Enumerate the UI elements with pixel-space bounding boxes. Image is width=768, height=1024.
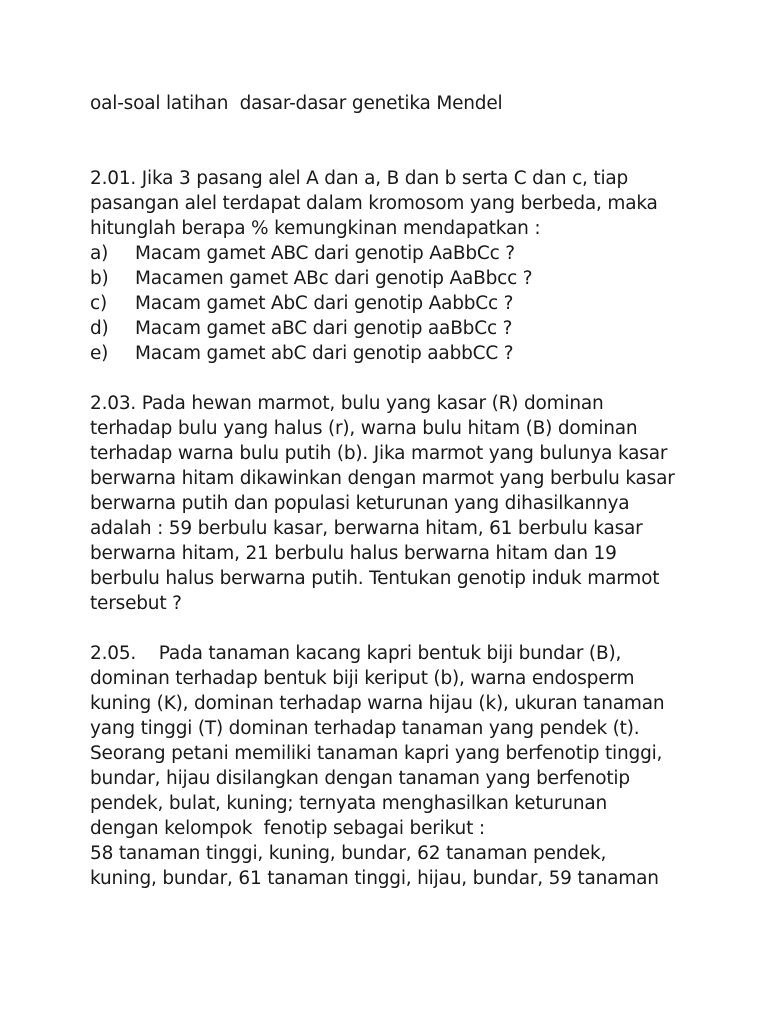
answer-option-b (90, 266, 690, 291)
question-text-line: berwarna hitam, 21 berbulu halus berwarna hitam dan 19 (90, 543, 617, 564)
option-letter: e) (90, 343, 109, 364)
question-text-line: kuning, bundar, 61 tanaman tinggi, hijau, bundar, 59 tanaman (90, 868, 659, 889)
question-text-line: 2.01. Jika 3 pasang alel A dan a, B dan b serta C dan c, tiap (90, 168, 629, 189)
option-text: Macam gamet aBC dari genotip aaBbCc ? (135, 318, 513, 339)
question-text-line: yang tinggi (T) dominan terhadap tanaman yang pendek (t). (90, 718, 640, 739)
question-text-line: berwarna putih dan populasi keturunan yang dihasilkannya (90, 493, 630, 514)
question-text-line: berbulu halus berwarna putih. Tentukan genotip induk marmot (90, 568, 660, 589)
question-text-line: berwarna hitam dikawinkan dengan marmot yang berbulu kasar (90, 468, 675, 489)
option-text: Macam gamet AbC dari genotip AabbCc ? (135, 293, 514, 314)
option-text: Macamen gamet ABc dari genotip AaBbcc ? (135, 268, 533, 289)
question-text-line: hitunglah berapa % kemungkinan mendapatkan : (90, 218, 541, 239)
question-text-line: 2.03. Pada hewan marmot, bulu yang kasar (R) dominan (90, 393, 604, 414)
option-letter: b) (90, 268, 109, 289)
question-text-line: tersebut ? (90, 593, 182, 614)
question-text-line: terhadap bulu yang halus (r), warna bulu hitam (B) dominan (90, 418, 638, 439)
document-title: oal-soal latihan dasar-dasar genetika Mendel (90, 93, 503, 114)
question-text-line: terhadap warna bulu putih (b). Jika marmot yang bulunya kasar (90, 443, 668, 464)
question-2-03 (90, 391, 690, 616)
option-letter: a) (90, 243, 109, 264)
question-text-line: dominan terhadap bentuk biji keriput (b), warna endosperm (90, 668, 635, 689)
question-text-line: dengan kelompok fenotip sebagai berikut : (90, 818, 485, 839)
question-text-line: 2.05. Pada tanaman kacang kapri bentuk biji bundar (B), (90, 643, 622, 664)
option-letter: d) (90, 318, 109, 339)
answer-option-c (90, 291, 690, 316)
question-2-05 (90, 641, 690, 891)
question-text-line: adalah : 59 berbulu kasar, berwarna hitam, 61 berbulu kasar (90, 518, 643, 539)
question-text-line: 58 tanaman tinggi, kuning, bundar, 62 tanaman pendek, (90, 843, 607, 864)
option-text: Macam gamet ABC dari genotip AaBbCc ? (135, 243, 515, 264)
question-text-line: bundar, hijau disilangkan dengan tanaman yang berfenotip (90, 768, 630, 789)
answer-option-e (90, 341, 690, 366)
answer-option-a (90, 241, 690, 266)
question-text-line: pendek, bulat, kuning; ternyata menghasilkan keturunan (90, 793, 608, 814)
option-text: Macam gamet abC dari genotip aabbCC ? (135, 343, 514, 364)
question-text-line: Seorang petani memiliki tanaman kapri yang berfenotip tinggi, (90, 743, 663, 764)
question-text-line: kuning (K), dominan terhadap warna hijau (k), ukuran tanaman (90, 693, 665, 714)
answer-option-d (90, 316, 690, 341)
question-2-01 (90, 166, 690, 366)
question-text-line: pasangan alel terdapat dalam kromosom yang berbeda, maka (90, 193, 658, 214)
option-letter: c) (90, 293, 107, 314)
